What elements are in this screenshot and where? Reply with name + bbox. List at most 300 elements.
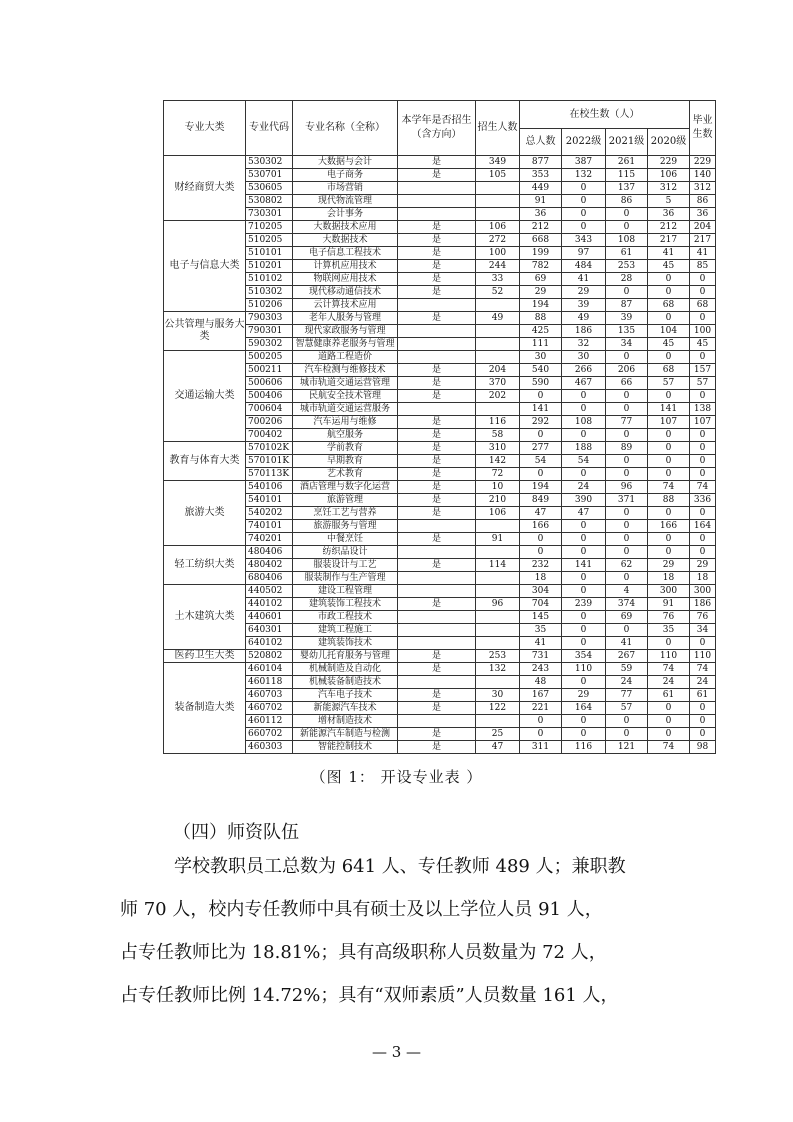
y2021-cell: 0 (606, 221, 648, 234)
table-row (164, 663, 716, 676)
name-cell: 智能控制技术 (293, 741, 398, 754)
y2022-cell: 132 (562, 169, 606, 182)
graduates-cell: 0 (690, 286, 716, 299)
name-cell: 机械制造及自动化 (293, 663, 398, 676)
table-row (164, 286, 716, 299)
graduates-cell: 24 (690, 676, 716, 689)
code-cell: 500606 (246, 377, 293, 390)
y2022-cell: 108 (562, 416, 606, 429)
header-code: 专业代码 (246, 101, 293, 156)
y2022-cell: 239 (562, 598, 606, 611)
table-row (164, 325, 716, 338)
name-cell: 计算机应用技术 (293, 260, 398, 273)
total-cell: 91 (520, 195, 562, 208)
name-cell: 学前教育 (293, 442, 398, 455)
graduates-cell: 110 (690, 650, 716, 663)
graduates-cell: 0 (690, 455, 716, 468)
recruit-cell (476, 637, 520, 650)
recruit-cell: 370 (476, 377, 520, 390)
category-cell: 公共管理与服务大类 (164, 312, 246, 351)
paragraph (120, 845, 680, 1017)
name-cell: 电子信息工程技术 (293, 247, 398, 260)
table-row (164, 572, 716, 585)
total-cell: 47 (520, 507, 562, 520)
y2020-cell: 0 (648, 533, 690, 546)
total-cell: 194 (520, 481, 562, 494)
total-cell: 292 (520, 416, 562, 429)
y2022-cell: 387 (562, 156, 606, 169)
y2022-cell: 29 (562, 286, 606, 299)
total-cell: 145 (520, 611, 562, 624)
recruit-cell (476, 182, 520, 195)
total-cell: 668 (520, 234, 562, 247)
recruit-cell: 116 (476, 416, 520, 429)
recruit-cell: 310 (476, 442, 520, 455)
graduates-cell: 74 (690, 663, 716, 676)
name-cell: 民航安全技术管理 (293, 390, 398, 403)
table-row (164, 429, 716, 442)
enrolling-cell: 是 (398, 221, 476, 234)
code-cell: 790303 (246, 312, 293, 325)
total-cell: 167 (520, 689, 562, 702)
table-row (164, 182, 716, 195)
recruit-cell (476, 299, 520, 312)
name-cell: 现代家政服务与管理 (293, 325, 398, 338)
code-cell: 510102 (246, 273, 293, 286)
name-cell: 大数据技术 (293, 234, 398, 247)
y2021-cell: 121 (606, 741, 648, 754)
name-cell: 城市轨道交通运营服务 (293, 403, 398, 416)
header-2022: 2022级 (562, 129, 606, 156)
enrolling-cell (398, 637, 476, 650)
table-row (164, 533, 716, 546)
y2022-cell: 0 (562, 403, 606, 416)
total-cell: 304 (520, 585, 562, 598)
recruit-cell: 33 (476, 273, 520, 286)
enrolling-cell (398, 299, 476, 312)
y2020-cell: 0 (648, 715, 690, 728)
code-cell: 680406 (246, 572, 293, 585)
total-cell: 36 (520, 208, 562, 221)
y2022-cell: 39 (562, 299, 606, 312)
enrolling-cell (398, 572, 476, 585)
recruit-cell (476, 403, 520, 416)
graduates-cell: 138 (690, 403, 716, 416)
recruit-cell: 202 (476, 390, 520, 403)
y2020-cell: 5 (648, 195, 690, 208)
y2022-cell: 188 (562, 442, 606, 455)
total-cell: 0 (520, 728, 562, 741)
enrolling-cell: 是 (398, 429, 476, 442)
total-cell: 141 (520, 403, 562, 416)
section-heading: （四）师资队伍 (173, 822, 299, 843)
recruit-cell (476, 546, 520, 559)
y2022-cell: 164 (562, 702, 606, 715)
total-cell: 0 (520, 546, 562, 559)
table-row (164, 702, 716, 715)
recruit-cell (476, 520, 520, 533)
y2022-cell: 484 (562, 260, 606, 273)
total-cell: 311 (520, 741, 562, 754)
graduates-cell: 100 (690, 325, 716, 338)
code-cell: 540202 (246, 507, 293, 520)
enrolling-cell: 是 (398, 234, 476, 247)
y2020-cell: 141 (648, 403, 690, 416)
graduates-cell: 0 (690, 715, 716, 728)
total-cell: 69 (520, 273, 562, 286)
y2020-cell: 106 (648, 169, 690, 182)
total-cell: 0 (520, 468, 562, 481)
table-row (164, 520, 716, 533)
total-cell: 194 (520, 299, 562, 312)
y2020-cell: 0 (648, 429, 690, 442)
graduates-cell: 29 (690, 559, 716, 572)
name-cell: 艺术教育 (293, 468, 398, 481)
enrolling-cell: 是 (398, 494, 476, 507)
name-cell: 道路工程造价 (293, 351, 398, 364)
code-cell: 790301 (246, 325, 293, 338)
recruit-cell (476, 611, 520, 624)
y2022-cell: 0 (562, 221, 606, 234)
name-cell: 建筑工程施工 (293, 624, 398, 637)
y2020-cell: 35 (648, 624, 690, 637)
y2020-cell: 0 (648, 442, 690, 455)
total-cell: 212 (520, 221, 562, 234)
y2021-cell: 34 (606, 338, 648, 351)
header-name: 专业名称（全称） (293, 101, 398, 156)
name-cell: 增材制造技术 (293, 715, 398, 728)
y2020-cell: 212 (648, 221, 690, 234)
recruit-cell (476, 208, 520, 221)
y2020-cell: 0 (648, 286, 690, 299)
recruit-cell: 49 (476, 312, 520, 325)
category-cell: 教育与体育大类 (164, 442, 246, 481)
y2021-cell: 0 (606, 715, 648, 728)
graduates-cell: 157 (690, 364, 716, 377)
total-cell: 88 (520, 312, 562, 325)
code-cell: 510302 (246, 286, 293, 299)
y2022-cell: 30 (562, 351, 606, 364)
enrolling-cell (398, 208, 476, 221)
paragraph-line: 占专任教师比为 18.81%；具有高级职称人员数量为 72 人， (120, 942, 607, 963)
enrolling-cell: 是 (398, 533, 476, 546)
enrolling-cell: 是 (398, 377, 476, 390)
recruit-cell: 132 (476, 663, 520, 676)
graduates-cell: 204 (690, 221, 716, 234)
y2020-cell: 0 (648, 702, 690, 715)
recruit-cell: 210 (476, 494, 520, 507)
y2020-cell: 29 (648, 559, 690, 572)
y2020-cell: 61 (648, 689, 690, 702)
total-cell: 353 (520, 169, 562, 182)
code-cell: 530802 (246, 195, 293, 208)
y2022-cell: 0 (562, 637, 606, 650)
recruit-cell: 100 (476, 247, 520, 260)
y2021-cell: 0 (606, 286, 648, 299)
table-row (164, 611, 716, 624)
y2022-cell: 186 (562, 325, 606, 338)
y2022-cell: 116 (562, 741, 606, 754)
total-cell: 54 (520, 455, 562, 468)
y2022-cell: 0 (562, 429, 606, 442)
total-cell: 0 (520, 390, 562, 403)
y2020-cell: 104 (648, 325, 690, 338)
code-cell: 640301 (246, 624, 293, 637)
code-cell: 510101 (246, 247, 293, 260)
name-cell: 航空服务 (293, 429, 398, 442)
enrolling-cell (398, 325, 476, 338)
y2021-cell: 115 (606, 169, 648, 182)
y2020-cell: 41 (648, 247, 690, 260)
table-row (164, 299, 716, 312)
y2021-cell: 0 (606, 468, 648, 481)
graduates-cell: 229 (690, 156, 716, 169)
table-row (164, 390, 716, 403)
enrolling-cell: 是 (398, 442, 476, 455)
recruit-cell: 96 (476, 598, 520, 611)
recruit-cell: 25 (476, 728, 520, 741)
y2021-cell: 89 (606, 442, 648, 455)
table-row (164, 650, 716, 663)
code-cell: 500205 (246, 351, 293, 364)
enrolling-cell: 是 (398, 650, 476, 663)
recruit-cell: 91 (476, 533, 520, 546)
table-row (164, 585, 716, 598)
enrolling-cell (398, 546, 476, 559)
recruit-cell (476, 676, 520, 689)
name-cell: 新能源汽车制造与检测 (293, 728, 398, 741)
code-cell: 530302 (246, 156, 293, 169)
y2021-cell: 28 (606, 273, 648, 286)
y2020-cell: 18 (648, 572, 690, 585)
recruit-cell (476, 338, 520, 351)
enrolling-cell: 是 (398, 169, 476, 182)
y2021-cell: 0 (606, 455, 648, 468)
graduates-cell: 0 (690, 507, 716, 520)
y2020-cell: 24 (648, 676, 690, 689)
table-row (164, 221, 716, 234)
table-row (164, 468, 716, 481)
code-cell: 460104 (246, 663, 293, 676)
name-cell: 大数据与会计 (293, 156, 398, 169)
graduates-cell: 86 (690, 195, 716, 208)
graduates-cell: 0 (690, 637, 716, 650)
table-row (164, 260, 716, 273)
name-cell: 智慧健康养老服务与管理 (293, 338, 398, 351)
name-cell: 纺织品设计 (293, 546, 398, 559)
code-cell: 500211 (246, 364, 293, 377)
y2020-cell: 0 (648, 468, 690, 481)
code-cell: 740201 (246, 533, 293, 546)
graduates-cell: 164 (690, 520, 716, 533)
header-category: 专业大类 (164, 101, 246, 156)
header-2020: 2020级 (648, 129, 690, 156)
y2021-cell: 62 (606, 559, 648, 572)
enrolling-cell: 是 (398, 260, 476, 273)
code-cell: 440102 (246, 598, 293, 611)
y2020-cell: 74 (648, 481, 690, 494)
name-cell: 现代物流管理 (293, 195, 398, 208)
recruit-cell: 122 (476, 702, 520, 715)
y2021-cell: 0 (606, 390, 648, 403)
total-cell: 221 (520, 702, 562, 715)
enrolling-cell (398, 351, 476, 364)
total-cell: 18 (520, 572, 562, 585)
table-row (164, 546, 716, 559)
table-row (164, 507, 716, 520)
page-number: — 3 — (371, 1043, 422, 1061)
table-row (164, 481, 716, 494)
y2022-cell: 110 (562, 663, 606, 676)
y2021-cell: 0 (606, 507, 648, 520)
majors-table (163, 100, 716, 754)
y2020-cell: 45 (648, 338, 690, 351)
recruit-cell: 105 (476, 169, 520, 182)
enrolling-cell: 是 (398, 507, 476, 520)
y2020-cell: 0 (648, 728, 690, 741)
y2022-cell: 0 (562, 533, 606, 546)
recruit-cell: 30 (476, 689, 520, 702)
name-cell: 会计事务 (293, 208, 398, 221)
total-cell: 425 (520, 325, 562, 338)
name-cell: 建筑装饰技术 (293, 637, 398, 650)
y2022-cell: 0 (562, 728, 606, 741)
name-cell: 机械装备制造技术 (293, 676, 398, 689)
graduates-cell: 0 (690, 533, 716, 546)
y2022-cell: 0 (562, 195, 606, 208)
graduates-cell: 85 (690, 260, 716, 273)
enrolling-cell (398, 195, 476, 208)
recruit-cell (476, 585, 520, 598)
y2022-cell: 97 (562, 247, 606, 260)
name-cell: 物联网应用技术 (293, 273, 398, 286)
code-cell: 700206 (246, 416, 293, 429)
recruit-cell: 72 (476, 468, 520, 481)
code-cell: 460702 (246, 702, 293, 715)
total-cell: 277 (520, 442, 562, 455)
y2021-cell: 61 (606, 247, 648, 260)
total-cell: 199 (520, 247, 562, 260)
enrolling-cell: 是 (398, 481, 476, 494)
total-cell: 782 (520, 260, 562, 273)
total-cell: 0 (520, 533, 562, 546)
paragraph-line: 占专任教师比例 14.72%；具有“双师素质”人员数量 161 人， (120, 985, 619, 1006)
y2021-cell: 39 (606, 312, 648, 325)
graduates-cell: 57 (690, 377, 716, 390)
table-row (164, 728, 716, 741)
name-cell: 市政工程技术 (293, 611, 398, 624)
total-cell: 41 (520, 637, 562, 650)
y2020-cell: 0 (648, 455, 690, 468)
y2022-cell: 32 (562, 338, 606, 351)
y2021-cell: 96 (606, 481, 648, 494)
total-cell: 704 (520, 598, 562, 611)
name-cell: 汽车检测与维修技术 (293, 364, 398, 377)
y2020-cell: 0 (648, 273, 690, 286)
y2020-cell: 107 (648, 416, 690, 429)
figure-caption: （图 1： 开设专业表 ） (310, 768, 483, 786)
graduates-cell: 0 (690, 390, 716, 403)
name-cell: 建筑装饰工程技术 (293, 598, 398, 611)
table-row (164, 559, 716, 572)
y2020-cell: 74 (648, 663, 690, 676)
y2021-cell: 77 (606, 416, 648, 429)
enrolling-cell: 是 (398, 156, 476, 169)
y2021-cell: 0 (606, 520, 648, 533)
table-row (164, 676, 716, 689)
y2021-cell: 371 (606, 494, 648, 507)
table-row (164, 169, 716, 182)
graduates-cell: 68 (690, 299, 716, 312)
table-row (164, 195, 716, 208)
name-cell: 旅游管理 (293, 494, 398, 507)
graduates-cell: 36 (690, 208, 716, 221)
total-cell: 849 (520, 494, 562, 507)
y2020-cell: 229 (648, 156, 690, 169)
y2020-cell: 217 (648, 234, 690, 247)
graduates-cell: 0 (690, 429, 716, 442)
name-cell: 服装制作与生产管理 (293, 572, 398, 585)
code-cell: 460118 (246, 676, 293, 689)
total-cell: 30 (520, 351, 562, 364)
enrolling-cell (398, 585, 476, 598)
code-cell: 700604 (246, 403, 293, 416)
category-cell: 医药卫生大类 (164, 650, 246, 663)
recruit-cell: 253 (476, 650, 520, 663)
code-cell: 480402 (246, 559, 293, 572)
recruit-cell: 10 (476, 481, 520, 494)
graduates-cell: 312 (690, 182, 716, 195)
name-cell: 现代移动通信技术 (293, 286, 398, 299)
recruit-cell: 106 (476, 221, 520, 234)
recruit-cell (476, 325, 520, 338)
y2021-cell: 253 (606, 260, 648, 273)
y2022-cell: 0 (562, 546, 606, 559)
code-cell: 700402 (246, 429, 293, 442)
y2020-cell: 312 (648, 182, 690, 195)
code-cell: 570102K (246, 442, 293, 455)
total-cell: 232 (520, 559, 562, 572)
enrolling-cell: 是 (398, 689, 476, 702)
y2020-cell: 0 (648, 351, 690, 364)
y2022-cell: 54 (562, 455, 606, 468)
y2022-cell: 0 (562, 611, 606, 624)
y2020-cell: 110 (648, 650, 690, 663)
enrolling-cell: 是 (398, 247, 476, 260)
y2021-cell: 0 (606, 403, 648, 416)
y2020-cell: 0 (648, 390, 690, 403)
name-cell: 云计算技术应用 (293, 299, 398, 312)
y2021-cell: 0 (606, 728, 648, 741)
total-cell: 166 (520, 520, 562, 533)
code-cell: 710205 (246, 221, 293, 234)
y2020-cell: 0 (648, 546, 690, 559)
name-cell: 酒店管理与数字化运营 (293, 481, 398, 494)
code-cell: 460303 (246, 741, 293, 754)
y2022-cell: 0 (562, 390, 606, 403)
graduates-cell: 45 (690, 338, 716, 351)
total-cell: 590 (520, 377, 562, 390)
graduates-cell: 140 (690, 169, 716, 182)
table-row (164, 494, 716, 507)
header-in-school: 在校生数（人） (520, 101, 690, 129)
recruit-cell: 52 (476, 286, 520, 299)
code-cell: 740101 (246, 520, 293, 533)
table-row (164, 338, 716, 351)
graduates-cell: 0 (690, 468, 716, 481)
y2020-cell: 88 (648, 494, 690, 507)
table-row (164, 689, 716, 702)
